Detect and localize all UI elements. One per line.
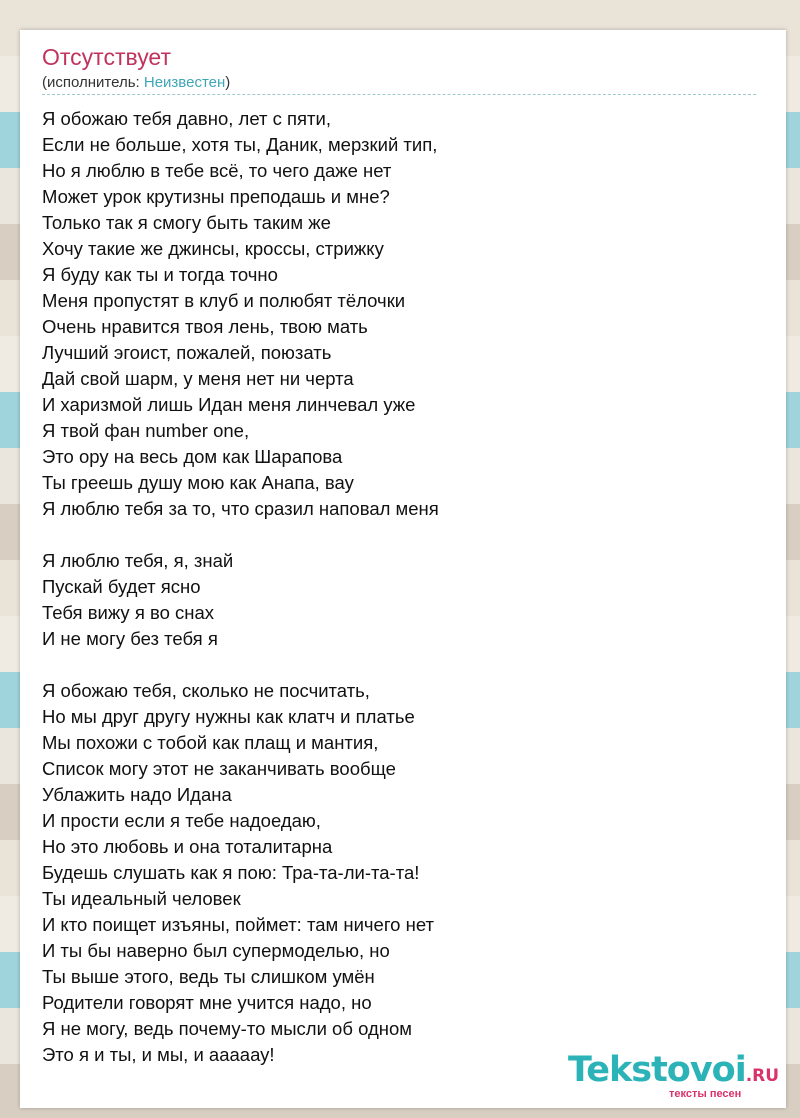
stanza-3 [42,678,742,1068]
lyric-line: Я обожаю тебя давно, лет с пяти, [42,108,331,129]
lyric-line: Это я и ты, и мы, и ааааау! [42,1044,275,1065]
lyric-line: Мы похожи с тобой как плащ и мантия, [42,732,379,753]
logo-tld: .RU [745,1066,780,1086]
lyric-line: И прости если я тебе надоедаю, [42,810,321,831]
artist-suffix: ) [225,74,231,91]
lyric-line: Но мы друг другу нужны как клатч и платье [42,706,415,727]
stanza-2 [42,548,742,652]
lyric-line: Будешь слушать как я пою: Тра-та-ли-та-та! [42,862,420,883]
stanza-1 [42,106,742,522]
stanza-gap [42,522,742,548]
site-logo[interactable] [568,1050,778,1106]
logo-tagline: тексты песен [669,1088,742,1100]
lyric-line: Ты идеальный человек [42,888,241,909]
lyrics-sheet [20,30,786,1108]
lyrics-sheet-content [20,30,786,1108]
logo-name: Tekstovoi [568,1050,746,1090]
lyric-line: Я буду как ты и тогда точно [42,264,278,285]
header-divider [42,94,756,95]
logo-wordmark [568,1050,779,1090]
lyric-line: Хочу такие же джинсы, кроссы, стрижку [42,238,384,259]
lyric-line: Я люблю тебя за то, что сразил наповал меня [42,498,439,519]
lyrics-body [42,106,742,1068]
lyric-line: И харизмой лишь Идан меня линчевал уже [42,394,416,415]
lyric-line: Если не больше, хотя ты, Даник, мерзкий тип, [42,134,438,155]
stanza-gap [42,652,742,678]
lyric-line: И ты бы наверно был супермоделью, но [42,940,390,961]
lyric-line: Я твой фан number one, [42,420,250,441]
lyric-line: Ты греешь душу мою как Анапа, вау [42,472,354,493]
lyric-line: Но это любовь и она тоталитарна [42,836,333,857]
lyric-line: Меня пропустят в клуб и полюбят тёлочки [42,290,406,311]
lyric-line: Ты выше этого, ведь ты слишком умён [42,966,375,987]
lyric-line: Очень нравится твоя лень, твою мать [42,316,368,337]
lyric-line: Только так я смогу быть таким же [42,212,331,233]
lyric-line: И не могу без тебя я [42,628,218,649]
lyric-line: Пускай будет ясно [42,576,201,597]
lyric-line: Ублажить надо Идана [42,784,232,805]
lyric-line: Лучший эгоист, пожалей, поюзать [42,342,332,363]
lyric-line: Может урок крутизны преподашь и мне? [42,186,390,207]
lyric-line: Тебя вижу я во снах [42,602,215,623]
lyric-line: Список могу этот не заканчивать вообще [42,758,396,779]
artist-prefix: (исполнитель: [42,74,144,91]
artist-line [42,74,230,91]
lyric-line: Родители говорят мне учится надо, но [42,992,372,1013]
song-title: Отсутствует [42,44,171,70]
lyric-line: Дай свой шарм, у меня нет ни черта [42,368,354,389]
lyric-line: Я люблю тебя, я, знай [42,550,234,571]
lyric-line: Я не могу, ведь почему-то мысли об одном [42,1018,412,1039]
lyric-line: Но я люблю в тебе всё, то чего даже нет [42,160,392,181]
lyric-line: И кто поищет изъяны, поймет: там ничего нет [42,914,434,935]
lyric-line: Это ору на весь дом как Шарапова [42,446,343,467]
artist-link[interactable]: Неизвестен [143,74,226,91]
lyric-line: Я обожаю тебя, сколько не посчитать, [42,680,370,701]
